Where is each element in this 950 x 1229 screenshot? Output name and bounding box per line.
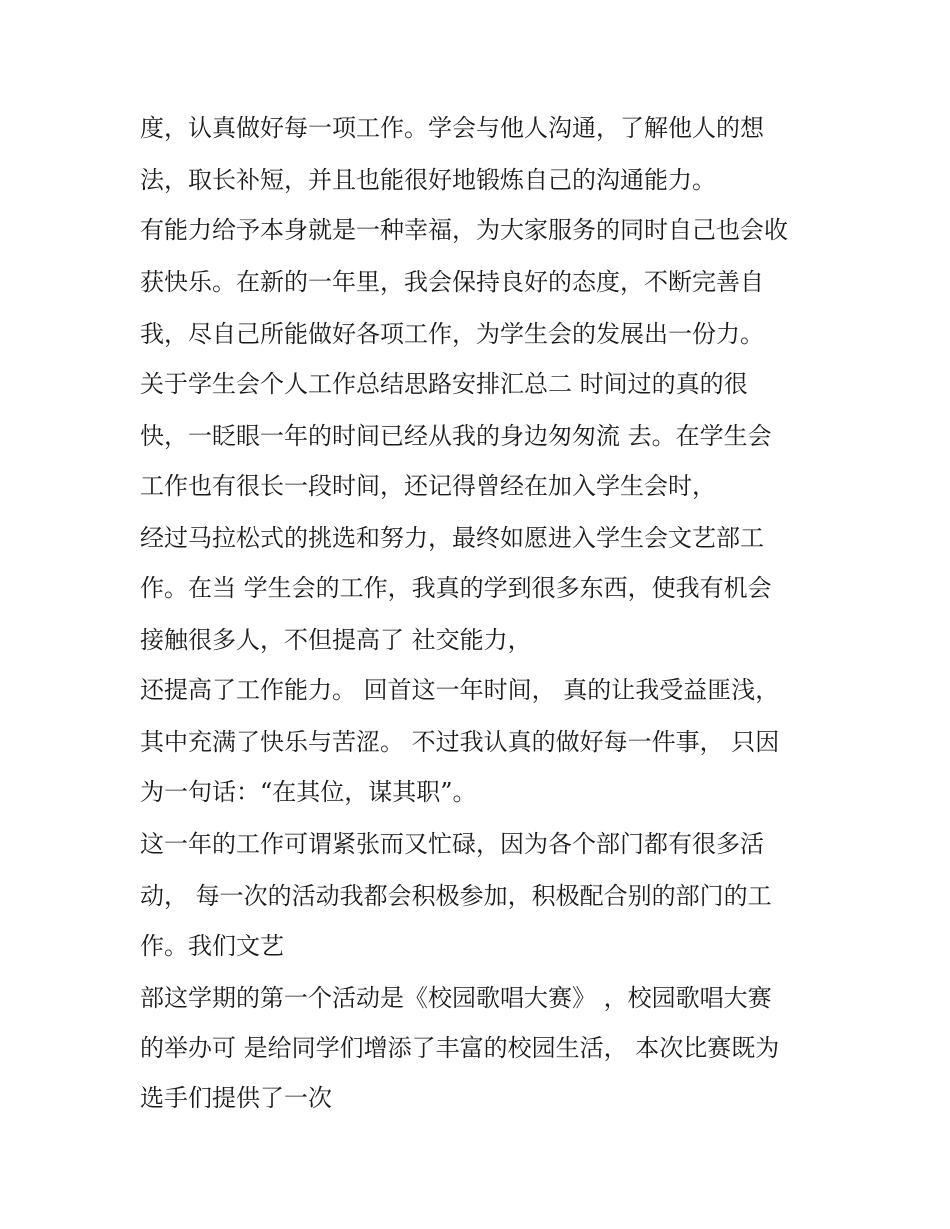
text-line: 为一句话：“在其位，谋其职”。 [140, 778, 477, 806]
text-line: 选手们提供了一次 [140, 1084, 332, 1112]
text-line: 这一年的工作可谓紧张而又忙碌，因为各个部门都有很多活 [140, 830, 764, 858]
text-line: 其中充满了快乐与苦涩。 不过我认真的做好每一件事， 只因 [140, 728, 780, 756]
text-line: 动， 每一次的活动我都会积极参加，积极配合别的部门的工 [140, 882, 772, 910]
text-line: 部这学期的第一个活动是《校园歌唱大赛》 ，校园歌唱大赛 [140, 984, 772, 1012]
text-line: 经过马拉松式的挑选和努力，最终如愿进入学生会文艺部工 [140, 524, 764, 552]
text-line: 工作也有很长一段时间，还记得曾经在加入学生会时， [140, 472, 716, 500]
text-line: 作。我们文艺 [140, 932, 284, 960]
text-line: 获快乐。在新的一年里，我会保持良好的态度，不断完善自 [140, 268, 764, 296]
text-line: 关于学生会个人工作总结思路安排汇总二 时间过的真的很 [140, 370, 748, 398]
text-line: 接触很多人，不但提高了 社交能力， [140, 626, 532, 654]
text-line: 作。在当 学生会的工作，我真的学到很多东西，使我有机会 [140, 574, 772, 602]
text-line: 度，认真做好每一项工作。学会与他人沟通，了解他人的想 [140, 114, 764, 142]
text-line: 有能力给予本身就是一种幸福，为大家服务的同时自己也会收 [140, 216, 788, 244]
text-line: 的举办可 是给同学们增添了丰富的校园生活， 本次比赛既为 [140, 1034, 780, 1062]
text-line: 法，取长补短，并且也能很好地锻炼自己的沟通能力。 [140, 166, 716, 194]
text-line: 我，尽自己所能做好各项工作，为学生会的发展出一份力。 [140, 320, 764, 348]
text-line: 快，一眨眼一年的时间已经从我的身边匆匆流 去。在学生会 [140, 422, 772, 450]
text-line: 还提高了工作能力。 回首这一年时间， 真的让我受益匪浅， [140, 676, 780, 704]
